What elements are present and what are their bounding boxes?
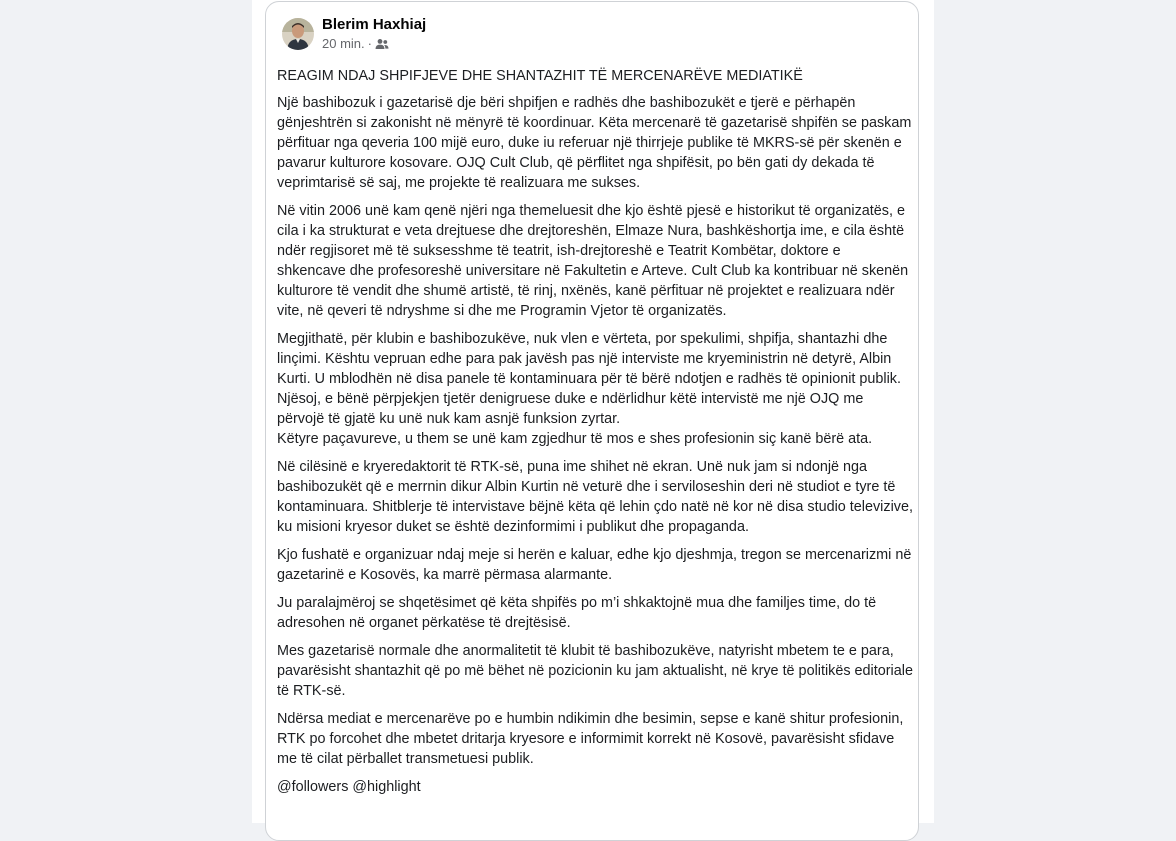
post-paragraph: Këtyre paçavureve, u them se unë kam zgjedhur të mos e shes profesionin siç kanë bërë ata. xyxy=(277,431,873,447)
post-paragraph: Kjo fushatë e organizuar ndaj meje si herën e kaluar, edhe kjo djeshmja, tregon se mercenarizmi në gazetarinë e Kosovës, ka marrë përmasa alarmante. xyxy=(277,547,912,583)
post-paragraph: Megjithatë, për klubin e bashibozukëve, nuk vlen e vërteta, por spekulimi, shpifja, shantazhi dhe linçimi. Kështu vepruan edhe para pak javësh pas një interviste me kryeministrin në detyrë, Albin Kurti. U mblodhën në disa panele të kontaminuara për të bërë ndotjen e radhës të opinionit publik. Njësoj, e bënë përpjekjen tjetër denigruese duke e ndërlidhur këtë intervistë me një OJQ me përvojë të gjatë ku unë nuk kam asnjë funksion zyrtar. xyxy=(277,331,901,427)
post-title: REAGIM NDAJ SHPIFJEVE DHE SHANTAZHIT TË MERCENARËVE MEDIATIKË xyxy=(277,68,803,84)
post-paragraph: Ju paralajmëroj se shqetësimet që këta shpifës po m’i shkaktojnë mua dhe familjes time, do të adresohen në organet përkatëse të drejtësisë. xyxy=(277,595,877,631)
post-meta xyxy=(322,15,426,53)
post-header xyxy=(282,14,426,54)
post-paragraph: Në cilësinë e kryeredaktorit të RTK-së, puna ime shihet në ekran. Unë nuk jam si ndonjë nga bashibozukët që e merrnin dikur Albin Kurtin në veturë dhe i serviloseshin deri në studiot e tyre të kontaminuara. Shitblerje të intervistave bëjnë këta që lehin çdo natë në kor në disa studio televizive, ku misioni kryesor duket se është dezinformimi i publikut dhe propaganda. xyxy=(277,459,913,535)
post-paragraph: Mes gazetarisë normale dhe anormalitetit të klubit të bashibozukëve, natyrisht mbetem te e para, pavarësisht shantazhit që po më bëhet në pozicionin ku jam aktualisht, në krye të politikës editoriale të RTK-së. xyxy=(277,643,913,699)
separator-dot: · xyxy=(367,36,372,51)
author-name[interactable]: Blerim Haxhiaj xyxy=(322,16,427,33)
post-time[interactable]: 20 min. xyxy=(322,36,365,51)
post-subline xyxy=(322,35,426,53)
post-tags[interactable]: @followers @highlight xyxy=(277,779,421,795)
post-paragraph: Ndërsa mediat e mercenarëve po e humbin ndikimin dhe besimin, sepse e kanë shitur profesionin, RTK po forcohet dhe mbetet dritarja kryesore e informimit korrekt në Kosovë, pavarësisht sfidave me të cilat përballet transmetuesi publik. xyxy=(277,711,904,767)
friends-icon[interactable] xyxy=(375,38,389,50)
post-text xyxy=(277,66,913,805)
post-paragraph: Një bashibozuk i gazetarisë dje bëri shpifjen e radhës dhe bashibozukët e tjerë e përhapën gënjeshtrën si zakonisht në mënyrë të koordinuar. Këta mercenarë të gazetarisë shpifën se paskam përfituar nga qeveria 100 mijë euro, duke iu referuar një thirrjeje publike të MKRS-së për skenën e pavarur kulturore kosovare. OJQ Cult Club, që përflitet nga shpifësit, po bën gati dy dekada të veprimtarisë së saj, me projekte të realizuara me sukses. xyxy=(277,95,912,191)
avatar[interactable] xyxy=(282,18,314,50)
post-paragraph: Në vitin 2006 unë kam qenë njëri nga themeluesit dhe kjo është pjesë e historikut të organizatës, e cila i ka strukturat e veta drejtuese dhe drejtoreshën, Elmaze Nura, bashkëshortja ime, e cila është ndër regjisoret më të suksesshme të teatrit, ish-drejtoreshë e Teatrit Kombëtar, doktore e shkencave dhe profesoreshë universitare në Fakultetin e Arteve. Cult Club ka kontribuar në skenën kulturore të vendit dhe shumë artistë, të rinj, nxënës, kanë përfituar në projektet e realizuara ndër vite, në qeveri të ndryshme si dhe me Programin Vjetor të organizatës. xyxy=(277,203,909,319)
